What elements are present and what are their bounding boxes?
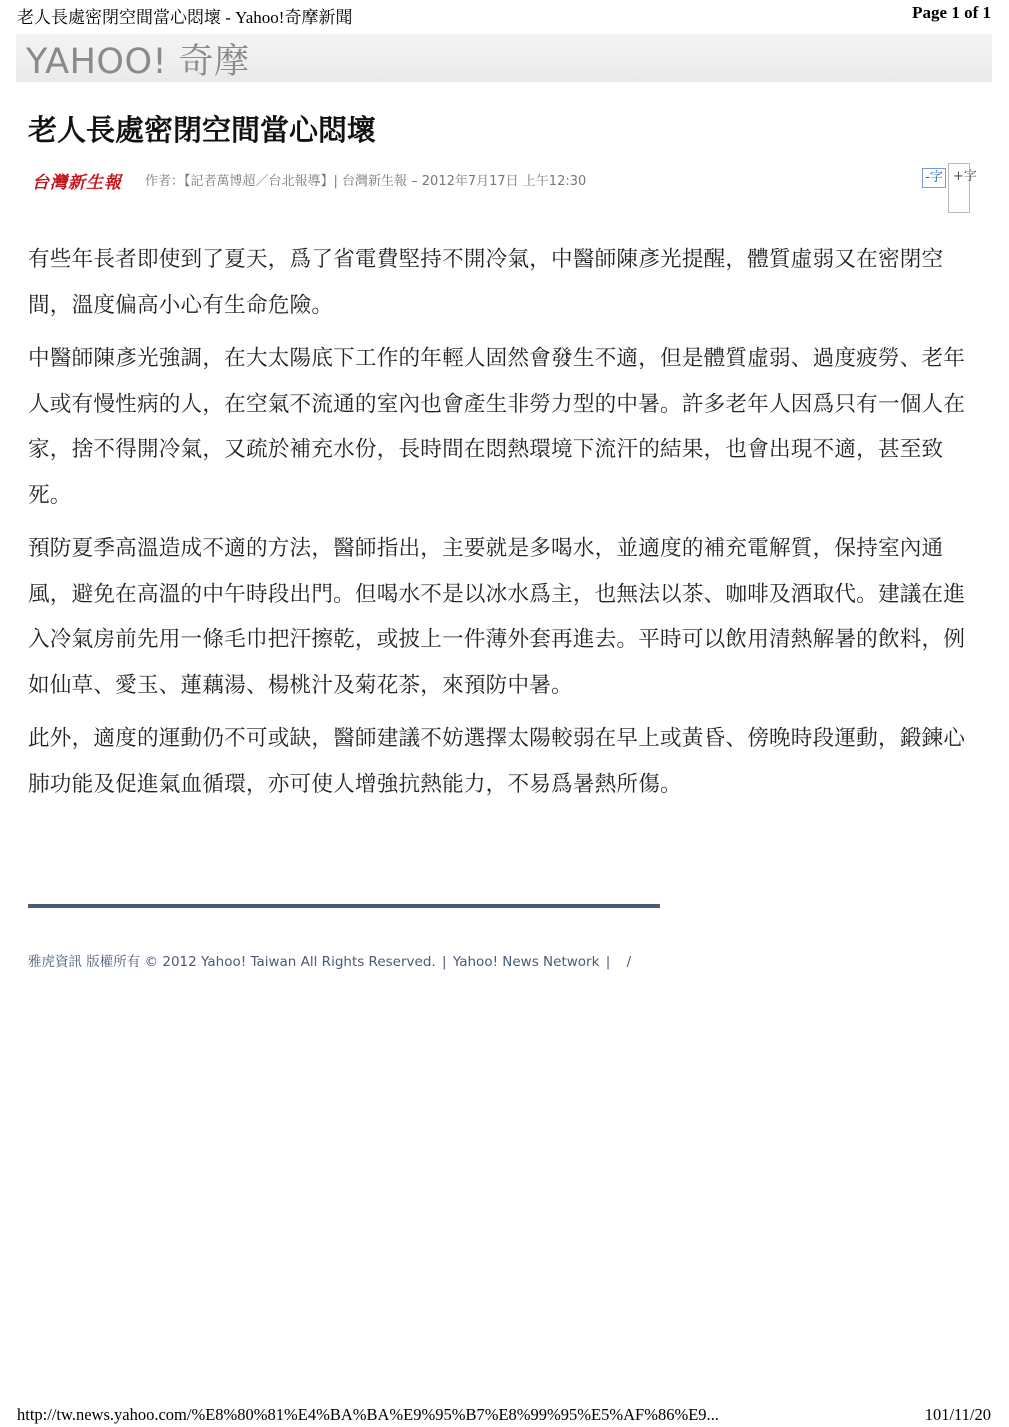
- byline-text: 作者：【記者萬博超／台北報導】| 台灣新生報 – 2012年7月17日 上午12:30: [145, 174, 587, 189]
- article-byline: [28, 164, 978, 194]
- article-paragraph: 此外，適度的運動仍不可或缺，醫師建議不妨選擇太陽較弱在早上或黃昏、傍晚時段運動，鍛鍊心肺功能及促進氣血循環，亦可使人增強抗熱能力，不易爲暑熱所傷。: [28, 726, 966, 797]
- article-body: [28, 237, 968, 815]
- increase-font-button[interactable]: [948, 163, 977, 213]
- increase-font-label: +字: [953, 169, 977, 184]
- print-page-number: Page 1 of 1: [912, 3, 991, 22]
- print-page-url: http://tw.news.yahoo.com/%E8%80%81%E4%BA%BA%E9%95%B7%E8%99%95%E5%AF%86%E9...: [17, 1405, 719, 1424]
- print-date: 101/11/20: [924, 1405, 991, 1424]
- yahoo-logo[interactable]: YAHOO! 奇摩: [26, 42, 250, 82]
- page-footer: [28, 950, 633, 970]
- article-paragraph: 預防夏季高溫造成不適的方法，醫師指出，主要就是多喝水，並適度的補充電解質，保持室內通風，避免在高溫的中午時段出門。但喝水不是以冰水爲主，也無法以茶、咖啡及酒取代。建議在進入冷氣房前先用一條毛巾把汗擦乾，或披上一件薄外套再進去。平時可以飲用清熱解暑的飲料，例如仙草、愛玉、蓮藕湯、楊桃汁及菊花茶，來預防中暑。: [28, 536, 966, 698]
- article-paragraph: 中醫師陳彥光強調，在大太陽底下工作的年輕人固然會發生不適，但是體質虛弱、過度疲勞、老年人或有慢性病的人，在空氣不流通的室內也會產生非勞力型的中暑。許多老年人因爲只有一個人在家，捨不得開冷氣，又疏於補充水份，長時間在悶熱環境下流汗的結果，也會出現不適，甚至致死。: [28, 346, 966, 508]
- print-page-title: 老人長處密閉空間當心悶壞 - Yahoo!奇摩新聞: [17, 8, 353, 27]
- decrease-font-button[interactable]: -字: [922, 168, 946, 188]
- article-paragraph: 有些年長者即使到了夏天，爲了省電費堅持不開冷氣，中醫師陳彥光提醒，體質虛弱又在密閉空間，溫度偏高小心有生命危險。: [28, 247, 944, 318]
- yahoo-news-network-link[interactable]: Yahoo! News Network: [452, 954, 600, 970]
- print-header: [0, 0, 1009, 28]
- footer-divider: [28, 904, 660, 908]
- footer-separator: |: [605, 954, 611, 970]
- source-logo[interactable]: 台灣新生報: [32, 173, 122, 193]
- site-header: [16, 34, 992, 82]
- copyright-text: 雅虎資訊 版權所有 © 2012 Yahoo! Taiwan All Rights Reserved.: [28, 954, 436, 970]
- article-title: 老人長處密閉空間當心悶壞: [28, 113, 377, 147]
- print-footer: [0, 1404, 1009, 1426]
- font-size-controls: [922, 163, 977, 217]
- footer-separator: |: [441, 954, 447, 970]
- footer-separator: /: [626, 954, 632, 970]
